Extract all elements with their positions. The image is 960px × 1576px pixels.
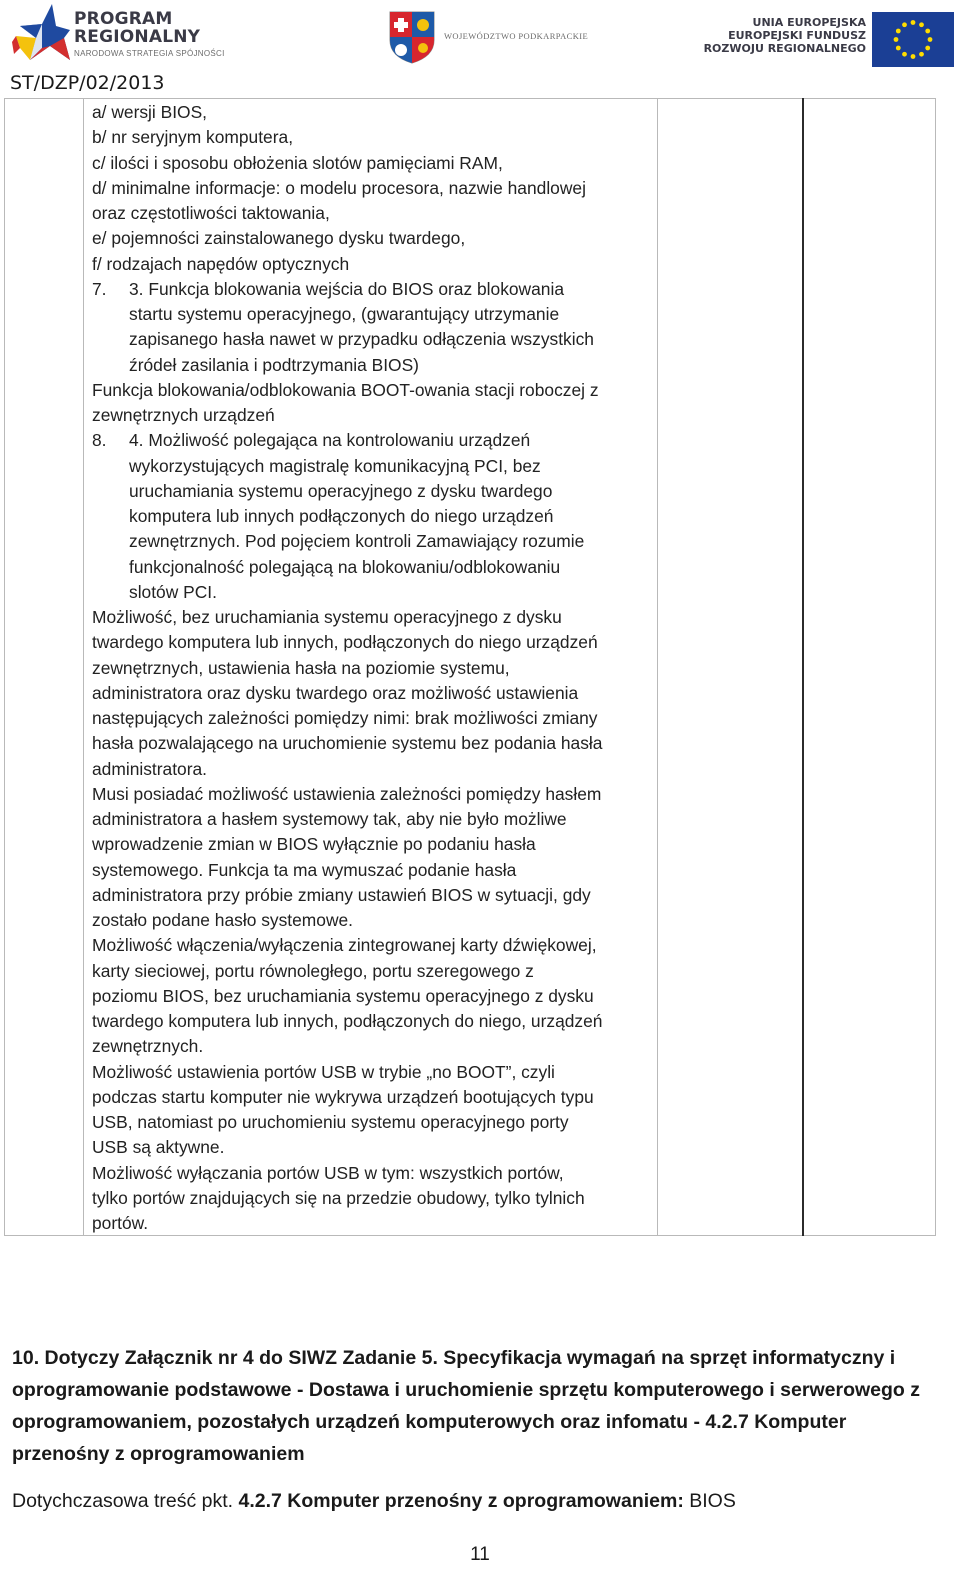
paragraph-line: wprowadzenie zmian w BIOS wyłącznie po podaniu hasła (92, 834, 536, 855)
password-and-port-paragraphs (92, 605, 652, 1236)
paragraph-line: zostało podane hasło systemowe. (92, 910, 354, 930)
heading-line: oprogramowanie podstawowe - Dostawa i uruchomienie sprzętu komputerowego i serwerowego z (12, 1379, 920, 1401)
bios-info-list (92, 100, 652, 277)
paragraph-line: administratora. (92, 758, 208, 779)
eu-flag-icon (872, 12, 954, 67)
paragraph-line: portów. (92, 1213, 149, 1233)
eu-star-icon (919, 52, 924, 57)
voivodeship-logo (388, 10, 593, 66)
paragraph-line: administratora a hasłem systemowy tak, aby nie było możliwe (92, 809, 567, 829)
list-item: oraz częstotliwości taktowania, (92, 203, 330, 223)
eu-star-icon (894, 37, 899, 42)
current-item-title: 4.2.7 Komputer przenośny z oprogramowaniem: (238, 1490, 684, 1512)
paragraph-line: karty sieciowej, portu równoległego, portu szeregowego z (92, 960, 534, 981)
item-text: 4. Możliwość polegająca na kontrolowaniu urządzeń (129, 430, 531, 451)
item-text: źródeł zasilania i podtrzymania BIOS) (129, 354, 419, 375)
item-text: zewnętrznych. Pod pojęciem kontroli Zamawiający rozumie (129, 531, 585, 552)
eu-fund-name: UNIA EUROPEJSKA EUROPEJSKI FUNDUSZ ROZWOJU REGIONALNEGO (703, 16, 866, 55)
program-regionalny-logo (12, 2, 242, 66)
paragraph-line: twardego komputera lub innych, podłączonych do niego, urządzeń (92, 1011, 603, 1031)
item-text: slotów PCI. (129, 581, 217, 602)
item-text: komputera lub innych podłączonych do niego urządzeń (129, 506, 554, 526)
list-item: a/ wersji BIOS, (92, 102, 208, 122)
eu-logo (703, 10, 954, 66)
table-divider (83, 98, 84, 1236)
eu-star-icon (928, 37, 933, 42)
coat-of-arms-icon (388, 10, 436, 64)
voivodeship-name: WOJEWÓDZTWO PODKARPACKIE (444, 31, 589, 41)
program-title: PROGRAM REGIONALNY (74, 9, 201, 47)
heading-line: oprogramowaniem, pozostałych urządzeń komputerowych oraz infomatu - 4.2.7 Komputer (12, 1411, 847, 1433)
eu-star-icon (902, 22, 907, 27)
paragraph-line: USB, natomiast po uruchomieniu systemu operacyjnego porty (92, 1112, 569, 1132)
item-text: zapisanego hasła nawet w przypadku odłączenia wszystkich (129, 329, 594, 350)
item-text: 3. Funkcja blokowania wejścia do BIOS oraz blokowania (129, 278, 564, 299)
paragraph-line: administratora przy próbie zmiany ustawień BIOS w sytuacji, gdy (92, 884, 591, 905)
paragraph-line: podczas startu komputer nie wykrywa urządzeń bootujących typu (92, 1086, 594, 1107)
heading-line: 10. Dotyczy Załącznik nr 4 do SIWZ Zadanie 5. Specyfikacja wymagań na sprzęt informatyczny i (12, 1347, 896, 1369)
item-text: startu systemu operacyjnego, (gwarantujący utrzymanie (129, 304, 560, 324)
list-item: b/ nr seryjnym komputera, (92, 127, 294, 148)
item-text: wykorzystujących magistralę komunikacyjną PCI, bez (129, 455, 541, 476)
item-7 (92, 277, 652, 378)
paragraph-line: hasła pozwalającego na uruchomienie systemu bez podania hasła (92, 733, 603, 754)
item-text: funkcjonalność polegającą na blokowaniu/odblokowaniu (129, 556, 561, 577)
paragraph-line: Możliwość, bez uruchamiania systemu operacyjnego z dysku (92, 607, 562, 627)
paragraph-line: Musi posiadać możliwość ustawienia zależności pomiędzy hasłem (92, 783, 602, 804)
eu-star-icon (902, 52, 907, 57)
paragraph-line: następujących zależności pomiędzy nimi: brak możliwości zmiany (92, 708, 598, 728)
table-divider (802, 98, 804, 1236)
page-number: 11 (470, 1544, 490, 1565)
paragraph-line: tylko portów znajdujących się na przedzie obudowy, tylko tylnich (92, 1187, 585, 1208)
program-subtitle: NARODOWA STRATEGIA SPÓJNOŚCI (74, 49, 225, 58)
eu-star-icon (896, 29, 901, 34)
eu-star-icon (896, 46, 901, 51)
current-prefix: Dotychczasowa treść pkt. (12, 1490, 239, 1512)
document-reference: ST/DZP/02/2013 (10, 72, 165, 94)
list-item: e/ pojemności zainstalowanego dysku twardego, (92, 228, 466, 249)
table-divider (657, 98, 658, 1236)
list-item: f/ rodzajach napędów optycznych (92, 253, 350, 274)
table-cell-requirements (92, 100, 652, 1236)
page-header (0, 0, 960, 94)
heading-line: przenośny z oprogramowaniem (12, 1443, 305, 1465)
eu-star-icon (911, 20, 916, 25)
paragraph-line: systemowego. Funkcja ta ma wymuszać podanie hasła (92, 859, 517, 880)
eu-star-icon (919, 22, 924, 27)
paragraph-line: Możliwość ustawienia portów USB w trybie „no BOOT”, czyli (92, 1061, 555, 1082)
paragraph-line: Możliwość włączenia/wyłączenia zintegrowanej karty dźwiękowej, (92, 935, 597, 956)
paragraph-line: administratora oraz dysku twardego oraz możliwość ustawienia (92, 682, 579, 703)
paragraph-line: USB są aktywne. (92, 1137, 225, 1158)
item-number: 7. (92, 278, 107, 299)
paragraph-line: poziomu BIOS, bez uruchamiania systemu operacyjnego z dysku (92, 985, 594, 1006)
program-star-icon (12, 2, 72, 66)
paragraph-line: zewnętrznych urządzeń (92, 405, 275, 425)
section-heading (12, 1342, 952, 1470)
list-item: d/ minimalne informacje: o modelu procesora, nazwie handlowej (92, 177, 586, 198)
paragraph-line: zewnętrznych, ustawienia hasła na poziomie systemu, (92, 657, 510, 678)
paragraph-line: zewnętrznych. (92, 1036, 204, 1057)
paragraph-line: twardego komputera lub innych, podłączonych do niego urządzeń (92, 632, 598, 653)
paragraph-line: Funkcja blokowania/odblokowania BOOT-owania stacji roboczej z (92, 379, 599, 400)
item-text: uruchamiania systemu operacyjnego z dysku twardego (129, 480, 553, 501)
item-number: 8. (92, 430, 107, 451)
eu-star-icon (911, 54, 916, 59)
eu-star-icon (925, 29, 930, 34)
current-content-line (12, 1490, 736, 1513)
list-item: c/ ilości i sposobu obłożenia slotów pamięciami RAM, (92, 152, 503, 173)
current-suffix: BIOS (683, 1490, 736, 1512)
paragraph-line: Możliwość wyłączania portów USB w tym: wszystkich portów, (92, 1162, 564, 1183)
item-8 (92, 428, 652, 605)
boot-lock-paragraph (92, 378, 652, 429)
eu-star-icon (925, 46, 930, 51)
